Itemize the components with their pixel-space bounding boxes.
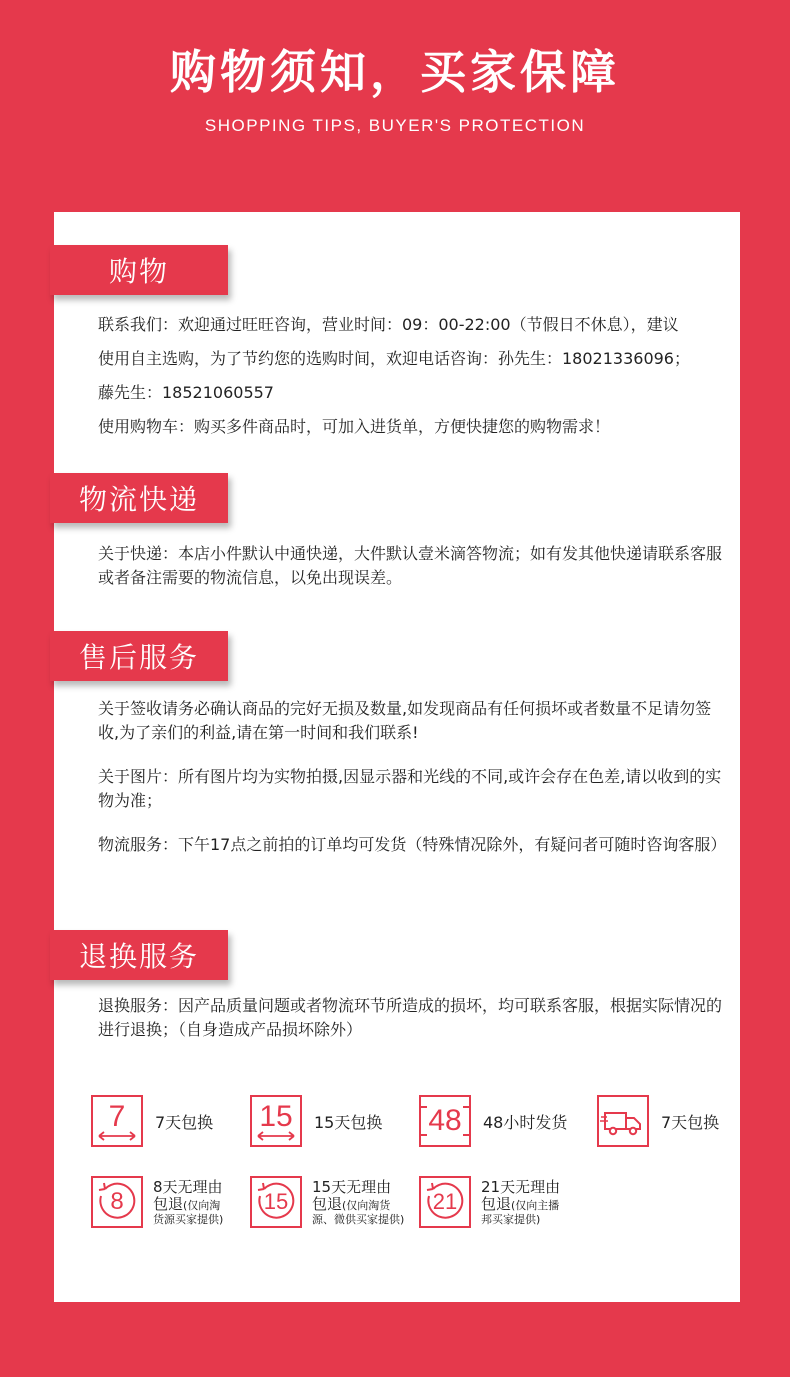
exchange-7-icon (91, 1095, 143, 1147)
section-heading-after-sales: 售后服务 (50, 631, 228, 681)
section-heading-logistics: 物流快递 (50, 473, 228, 523)
after-sales-paragraph: 关于图片：所有图片均为实物拍摄,因显示器和光线的不同,或许会存在色差,请以收到的实物为准； (98, 767, 722, 810)
guarantee-label: 7天包换 (155, 1112, 214, 1132)
guarantee-label: 7天包换 (661, 1112, 720, 1132)
return-line2-main: 包退 (153, 1194, 184, 1213)
return-note2: 邦买家提供) (481, 1212, 541, 1226)
shopping-line: 藤先生：18521060557 (98, 383, 274, 402)
return-note: (仅向淘货 (342, 1198, 391, 1212)
after-sales-paragraph: 物流服务：下午17点之前拍的订单均可发货（特殊情况除外，有疑问者可随时咨询客服） (98, 835, 727, 854)
return-8-icon (91, 1176, 143, 1228)
badge-number: 8 (110, 1188, 124, 1215)
section-heading-returns: 退换服务 (50, 930, 228, 980)
return-text (312, 1179, 404, 1226)
return-note2: 货源买家提供) (153, 1212, 224, 1226)
badge-number: 15 (263, 1189, 289, 1214)
ship-48-icon (419, 1095, 471, 1147)
return-line1: 8天无理由 (153, 1177, 223, 1196)
exchange-15-icon (250, 1095, 302, 1147)
return-note2: 源、微供买家提供) (312, 1212, 405, 1226)
return-21-icon (419, 1176, 471, 1228)
badge-number: 21 (432, 1189, 458, 1214)
shopping-line: 使用购物车：购买多件商品时，可加入进货单，方便快捷您的购物需求！ (98, 417, 611, 436)
section-body-logistics (98, 542, 723, 590)
return-line2 (153, 1196, 223, 1213)
guarantee-badge (597, 1095, 719, 1147)
return-15-icon (250, 1176, 302, 1228)
section-body-returns (98, 994, 723, 1042)
badge-number: 15 (259, 1100, 293, 1133)
shopping-line: 联系我们：欢迎通过旺旺咨询，营业时间：09：00-22:00（节假日不休息），建议 (98, 315, 679, 334)
return-line2-main: 包退 (481, 1194, 512, 1213)
logistics-text: 关于快递：本店小件默认中通快递，大件默认壹米滴答物流；如有发其他快递请联系客服或者备注需要的物流信息，以免出现误差。 (98, 544, 723, 587)
return-note: (仅向淘 (183, 1198, 221, 1212)
delivery-truck-icon (597, 1095, 649, 1147)
return-badge (250, 1176, 404, 1228)
return-line1: 21天无理由 (481, 1177, 561, 1196)
return-line1: 15天无理由 (312, 1177, 392, 1196)
shopping-line: 使用自主选购，为了节约您的选购时间，欢迎电话咨询：孙先生：18021336096； (98, 349, 690, 368)
return-line2 (312, 1196, 404, 1213)
guarantee-badge (250, 1095, 382, 1147)
badge-number: 48 (428, 1104, 462, 1137)
return-line2 (481, 1196, 560, 1213)
guarantee-badge (419, 1095, 567, 1147)
return-badge (91, 1176, 223, 1228)
page-title: 购物须知，买家保障 (170, 45, 620, 99)
section-body-shopping (98, 308, 723, 444)
return-note: (仅向主播 (511, 1198, 560, 1212)
badge-number: 7 (108, 1100, 126, 1133)
return-line2-main: 包退 (312, 1194, 343, 1213)
guarantee-badge (91, 1095, 213, 1147)
info-card (54, 212, 740, 1302)
return-text (153, 1179, 223, 1226)
guarantee-label: 48小时发货 (483, 1112, 568, 1132)
section-heading-shopping: 购物 (50, 245, 228, 295)
page-subtitle: SHOPPING TIPS, BUYER'S PROTECTION (204, 116, 586, 135)
return-text (481, 1179, 560, 1226)
returns-text: 退换服务：因产品质量问题或者物流环节所造成的损坏，均可联系客服，根据实际情况的进行退换；（自身造成产品损坏除外） (98, 996, 723, 1039)
after-sales-paragraph: 关于签收请务必确认商品的完好无损及数量,如发现商品有任何损坏或者数量不足请勿签收,为了亲们的利益,请在第一时间和我们联系! (98, 699, 712, 742)
return-badge (419, 1176, 560, 1228)
guarantee-label: 15天包换 (314, 1112, 383, 1132)
section-body-after-sales (98, 697, 727, 857)
